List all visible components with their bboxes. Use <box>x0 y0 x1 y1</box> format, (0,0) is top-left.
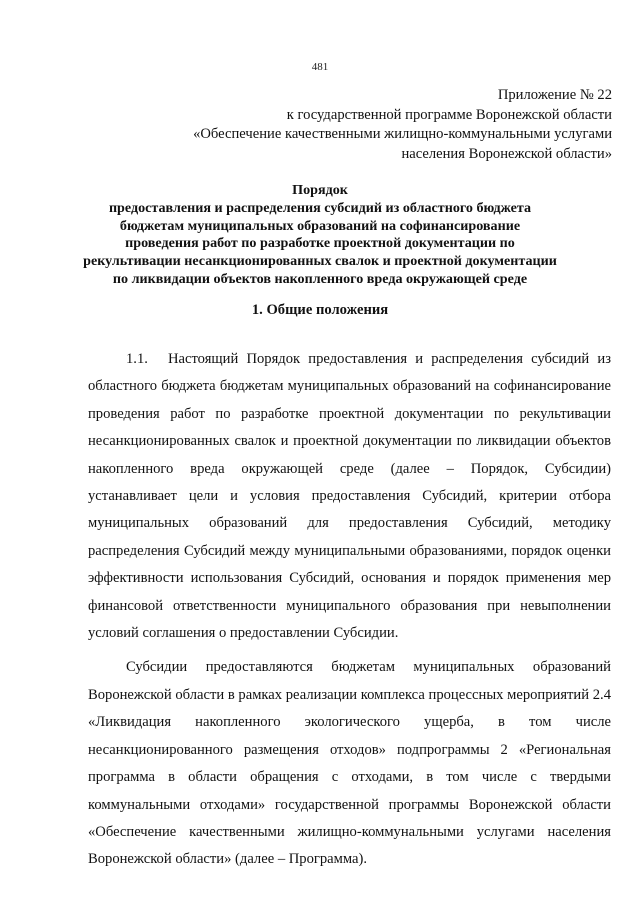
title-line: проведения работ по разработке проектной документации по <box>125 235 515 252</box>
document-body <box>88 346 611 874</box>
section-heading: 1. Общие положения <box>251 302 389 318</box>
appendix-reference <box>193 86 612 164</box>
document-title <box>0 182 640 289</box>
page-number: 481 <box>311 61 329 73</box>
clause-number: 1.1. <box>126 351 148 367</box>
paragraph-2: Субсидии предоставляются бюджетам муниципальных образований Воронежской области в рамках реализации комплекса процессных мероприятий 2.4 «Ликвидация накопленного экологического ущерба, в том числе несанкционированного размещения отходов» подпрограммы 2 «Региональная программа в области обращения с отходами, в том числе с твердыми коммунальными отходами» государственной программы Воронежской области «Обеспечение качественными жилищно-коммунальными услугами населения Воронежской области» (далее – Программа). <box>88 659 611 868</box>
appendix-line: «Обеспечение качественными жилищно-коммунальными услугами <box>193 126 612 142</box>
appendix-line: Приложение № 22 <box>497 87 612 103</box>
paragraph-text: Настоящий Порядок предоставления и распределения субсидий из областного бюджета бюджетам муниципальных образований на софинансирование проведения работ по разработке проектной документации по рекультивации несанкционированных свалок и проектной документации по ликвидации объектов накопленного вреда окружающей среде (далее – Порядок, Субсидии) устанавливает цели и условия предоставления Субсидий, критерии отбора муниципальных образований для предоставления Субсидий, методику распределения Субсидий между муниципальными образованиями, порядок оценки эффективности использования Субсидий, основания и порядок применения мер финансовой ответственности муниципального образования при невыполнении условий соглашения о предоставлении Субсидии. <box>88 351 611 642</box>
appendix-line: населения Воронежской области» <box>401 145 612 162</box>
title-line: по ликвидации объектов накопленного вреда окружающей среде <box>112 270 528 287</box>
title-line: бюджетам муниципальных образований на софинансирование <box>119 217 521 234</box>
paragraph-1-1 <box>88 346 611 647</box>
title-line: предоставления и распределения субсидий из областного бюджета <box>108 199 532 216</box>
appendix-line: к государственной программе Воронежской области <box>286 106 612 123</box>
title-line: рекультивации несанкционированных свалок и проектной документации <box>83 253 557 270</box>
title-line: Порядок <box>292 182 348 198</box>
